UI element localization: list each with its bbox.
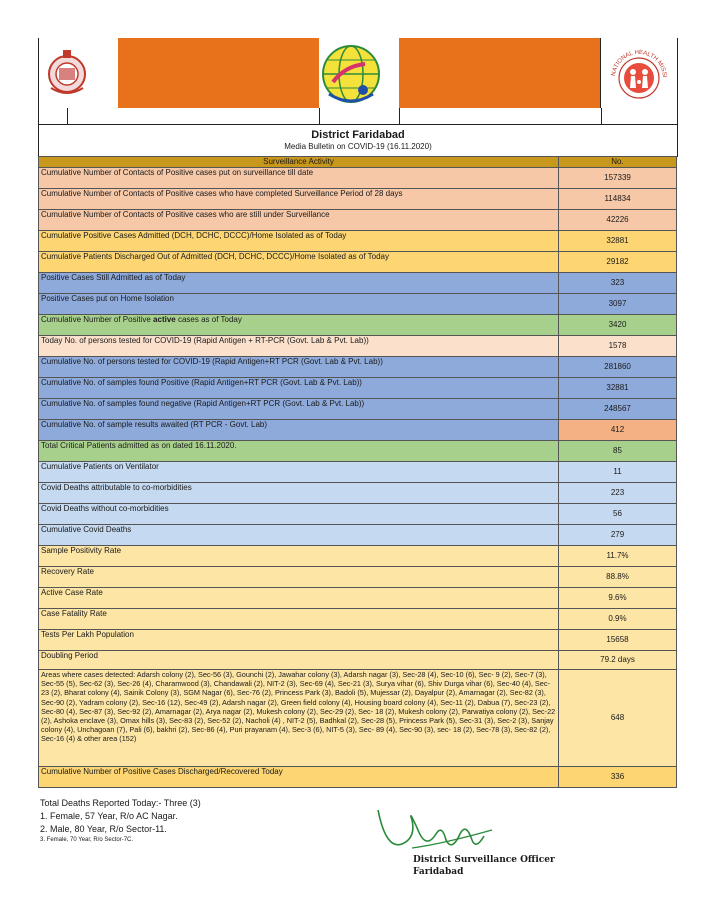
row-value: 114834 [559, 189, 677, 210]
table-row [39, 294, 677, 315]
discharged-value: 336 [559, 767, 677, 788]
column-header-activity: Surveillance Activity [39, 157, 559, 168]
row-label: Recovery Rate [39, 567, 559, 588]
table-row [39, 441, 677, 462]
table-row [39, 231, 677, 252]
row-label-pre: Cumulative Number of Positive [41, 315, 154, 324]
row-label: Cumulative Number of Contacts of Positive cases who have completed Surveillance Period of 28 days [39, 189, 559, 210]
table-row [39, 252, 677, 273]
row-value: 1578 [559, 336, 677, 357]
table-row [39, 609, 677, 630]
row-value: 29182 [559, 252, 677, 273]
table-row [39, 483, 677, 504]
table-row [39, 588, 677, 609]
row-value: 3097 [559, 294, 677, 315]
row-value: 79.2 days [559, 651, 677, 670]
row-value: 279 [559, 525, 677, 546]
table-row [39, 462, 677, 483]
header-banner [38, 38, 676, 108]
row-label: Cumulative No. of samples found Positive (Rapid Antigen+RT PCR (Govt. Lab & Pvt. Lab)) [39, 378, 559, 399]
row-label: Cumulative Number of Contacts of Positive cases put on surveillance till date [39, 168, 559, 189]
row-label: Cumulative Positive Cases Admitted (DCH, DCHC, DCCC)/Home Isolated as of Today [39, 231, 559, 252]
deaths-note [40, 797, 201, 844]
table-row [39, 525, 677, 546]
table-row [39, 336, 677, 357]
table-row [39, 567, 677, 588]
row-label: Cumulative Covid Deaths [39, 525, 559, 546]
row-value: 56 [559, 504, 677, 525]
column-header-number: No. [559, 157, 677, 168]
surveillance-table [38, 156, 677, 788]
nhm-arc-text: NATIONAL HEALTH MISSI [611, 49, 668, 78]
areas-row [39, 670, 677, 767]
header-divider-row [38, 108, 678, 124]
table-row [39, 168, 677, 189]
table-row [39, 273, 677, 294]
title-block [38, 124, 678, 157]
row-label: Cumulative Patients on Ventilator [39, 462, 559, 483]
death-entry: 2. Male, 80 Year, R/o Sector-11. [40, 824, 167, 834]
row-value: 32881 [559, 231, 677, 252]
national-health-mission-icon [601, 38, 677, 108]
discharged-label: Cumulative Number of Positive Cases Discharged/Recovered Today [39, 767, 559, 788]
row-value: 323 [559, 273, 677, 294]
orange-band-right [399, 38, 600, 108]
row-label [39, 315, 559, 336]
row-value: 11.7% [559, 546, 677, 567]
haryana-emblem [38, 38, 119, 108]
row-label: Cumulative No. of samples found negative (Rapid Antigen+RT PCR (Govt. Lab & Pvt. Lab)) [39, 399, 559, 420]
table-row [39, 399, 677, 420]
row-label: Covid Deaths without co-morbidities [39, 504, 559, 525]
table-row [39, 420, 677, 441]
row-label: Cumulative No. of sample results awaited (RT PCR - Govt. Lab) [39, 420, 559, 441]
areas-label: Areas where cases detected: Adarsh colony (2), Sec-56 (3), Gounchi (2), Jawahar colony (3), Adarsh nagar (3), Sec-28 (4), Sec-10 (6), Sec- 9 (2), Sec-7 (3), Sec-55 (5), Sec-62 (3), Sec-26 (4), Charamwood (3), Chandawali (2), NIT-2 (3), Sec-69 (4), Sec-21 (3), Surya vihar (6), Shiv Durga vihar (6), Sec-40 (4), Sec-23 (2), Bharat colony (4), Sainik Colony (3), SGM Nagar (6), Sec-76 (2), Princess Park (3), Badoli (5), Mujessar (2), Dayalpur (2), Amarnagar (2), Sec-82 (3), Sec-90 (2), Yadram colony (2), Sec-16 (12), Sec-49 (2), Adarsh nagar (2), Green field colony (4), Housing board colony (4), Sec-11 (2), Dabua (7), Sec-23 (2), Sec-80 (4), Sec-87 (3), Sec-92 (2), Amarnagar (2), Arya nagar (2), Mukesh colony (2), Sec-29 (2), Sec- 18 (2), Mukesh colony (2), Parwatiya colony (2), Sec-22 (2), Ashoka enclave (3), Omax hills (3), Sec-83 (2), Sec-52 (2), Nacholi (4) , NIT-2 (5), Badhkal (2), Sec-28 (5), Princess Park (5), Sec-31 (3), Sec-2 (3), Sanjay colony (4), Unchagoan (7), Pali (6), bakhri (2), Sec-86 (4), Puri prayanam (4), Sec-3 (6), NIT-5 (3), Sec- 89 (4), Sec-90 (3), sec- 18 (2), Sec-78 (3), Sec-82 (2), Sec-16 (4) & other area (152) [39, 670, 559, 767]
district-title: District Faridabad [311, 129, 405, 141]
table-header-row [39, 157, 677, 168]
signature-icon [372, 800, 502, 860]
death-entry: 3. Female, 70 Year, R/o Sector-7C. [40, 837, 134, 843]
row-label-bold: active [153, 315, 176, 324]
row-value: 223 [559, 483, 677, 504]
death-entry: 1. Female, 57 Year, R/o AC Nagar. [40, 811, 178, 821]
row-label: Tests Per Lakh Population [39, 630, 559, 651]
orange-band-left [118, 38, 319, 108]
row-value: 281860 [559, 357, 677, 378]
row-label: Positive Cases Still Admitted as of Today [39, 273, 559, 294]
row-label: Today No. of persons tested for COVID-19 (Rapid Antigen + RT-PCR (Govt. Lab & Pvt. Lab)) [39, 336, 559, 357]
row-value: 11 [559, 462, 677, 483]
areas-value: 648 [559, 670, 677, 767]
haryana-emblem-icon [39, 38, 119, 108]
officer-place: Faridabad [413, 867, 464, 877]
row-label: Cumulative Patients Discharged Out of Admitted (DCH, DCHC, DCCC)/Home Isolated as of Today [39, 252, 559, 273]
row-value: 85 [559, 441, 677, 462]
table-row [39, 210, 677, 231]
row-label: Covid Deaths attributable to co-morbidities [39, 483, 559, 504]
row-value: 15658 [559, 630, 677, 651]
officer-signature-block [413, 854, 555, 878]
row-value: 3420 [559, 315, 677, 336]
globe-logo [319, 38, 399, 108]
table-row [39, 651, 677, 670]
row-value: 88.8% [559, 567, 677, 588]
row-label: Cumulative Number of Contacts of Positive cases who are still under Surveillance [39, 210, 559, 231]
officer-title: District Surveillance Officer [413, 855, 555, 865]
row-value: 32881 [559, 378, 677, 399]
row-value: 157339 [559, 168, 677, 189]
row-value: 412 [559, 420, 677, 441]
row-label: Doubling Period [39, 651, 559, 670]
national-health-mission-logo [600, 38, 678, 108]
deaths-today: Total Deaths Reported Today:- Three (3) [40, 798, 201, 808]
row-label-post: cases as of Today [175, 315, 242, 324]
row-label: Case Fatality Rate [39, 609, 559, 630]
globe-logo-icon [319, 38, 399, 108]
table-row [39, 630, 677, 651]
table-row [39, 357, 677, 378]
row-label: Sample Positivity Rate [39, 546, 559, 567]
row-label: Positive Cases put on Home Isolation [39, 294, 559, 315]
row-value: 248567 [559, 399, 677, 420]
row-value: 9.6% [559, 588, 677, 609]
row-label: Cumulative No. of persons tested for COVID-19 (Rapid Antigen+RT PCR (Govt. Lab & Pvt. Lab)) [39, 357, 559, 378]
row-label: Total Critical Patients admitted as on dated 16.11.2020. [39, 441, 559, 462]
row-value: 42226 [559, 210, 677, 231]
table-row [39, 315, 677, 336]
table-row [39, 189, 677, 210]
table-row [39, 546, 677, 567]
row-value: 0.9% [559, 609, 677, 630]
table-row [39, 504, 677, 525]
table-row [39, 378, 677, 399]
bulletin-subtitle: Media Bulletin on COVID-19 (16.11.2020) [284, 142, 432, 151]
table-row [39, 767, 677, 788]
row-label: Active Case Rate [39, 588, 559, 609]
